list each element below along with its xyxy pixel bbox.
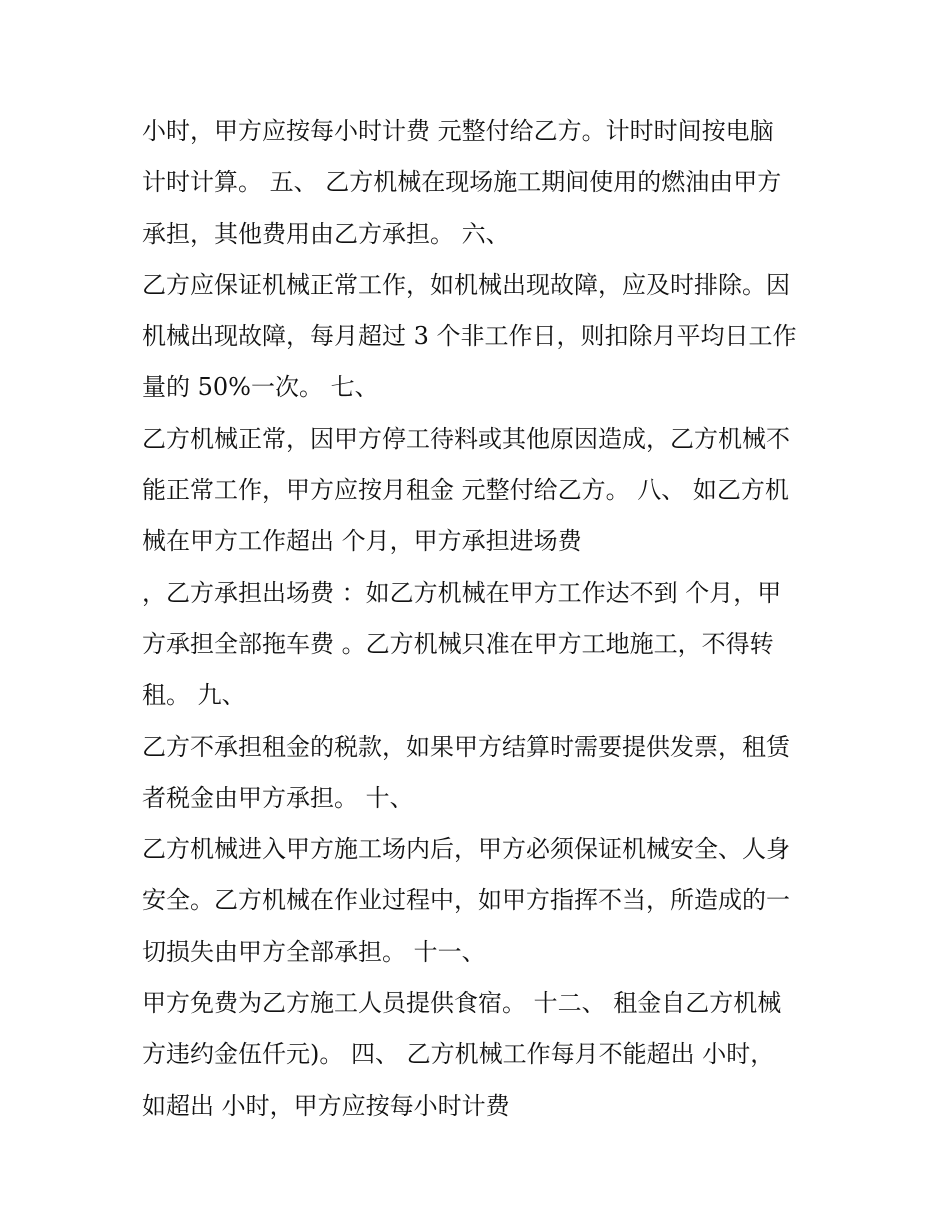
text-line: ，乙方承担出场费 ：如乙方机械在甲方工作达不到 个月，甲: [142, 578, 782, 607]
text-line: 乙方机械正常，因甲方停工待料或其他原因造成，乙方机械不: [142, 424, 790, 453]
text-line: 甲方免费为乙方施工人员提供食宿。 十二、 租金自乙方机械: [142, 989, 782, 1018]
text-line: 切损失由甲方全部承担。 十一、: [142, 937, 486, 966]
text-line: 安全。乙方机械在作业过程中，如甲方指挥不当，所造成的一: [142, 886, 790, 915]
text-line: 承担，其他费用由乙方承担。 六、: [142, 219, 510, 248]
contract-text: [142, 106, 842, 1132]
text-line: 租。 九、: [142, 681, 246, 710]
text-line: 乙方不承担租金的税款，如果甲方结算时需要提供发票，租赁: [142, 732, 790, 761]
text-line: 乙方机械进入甲方施工场内后，甲方必须保证机械安全、人身: [142, 835, 790, 864]
text-line: 计时计算。 五、 乙方机械在现场施工期间使用的燃油由甲方: [142, 168, 782, 197]
text-line: 量的 50%一次。 七、: [142, 373, 379, 402]
text-line: 方违约金伍仟元)。 四、 乙方机械工作每月不能超出 小时，: [142, 1040, 775, 1069]
text-line: 如超出 小时，甲方应按每小时计费: [142, 1091, 510, 1120]
text-line: 小时，甲方应按每小时计费 元整付给乙方。计时时间按电脑: [142, 117, 774, 145]
text-line: 者税金由甲方承担。 十、: [142, 783, 414, 812]
text-line: 乙方应保证机械正常工作，如机械出现故障，应及时排除。因: [142, 270, 790, 299]
text-line: 方承担全部拖车费 。乙方机械只准在甲方工地施工，不得转: [142, 629, 774, 658]
text-line: 机械出现故障，每月超过 3 个非工作日，则扣除月平均日工作: [142, 322, 797, 351]
text-line: 能正常工作，甲方应按月租金 元整付给乙方。 八、 如乙方机: [142, 476, 789, 505]
text-line: 械在甲方工作超出 个月，甲方承担进场费: [142, 527, 582, 556]
